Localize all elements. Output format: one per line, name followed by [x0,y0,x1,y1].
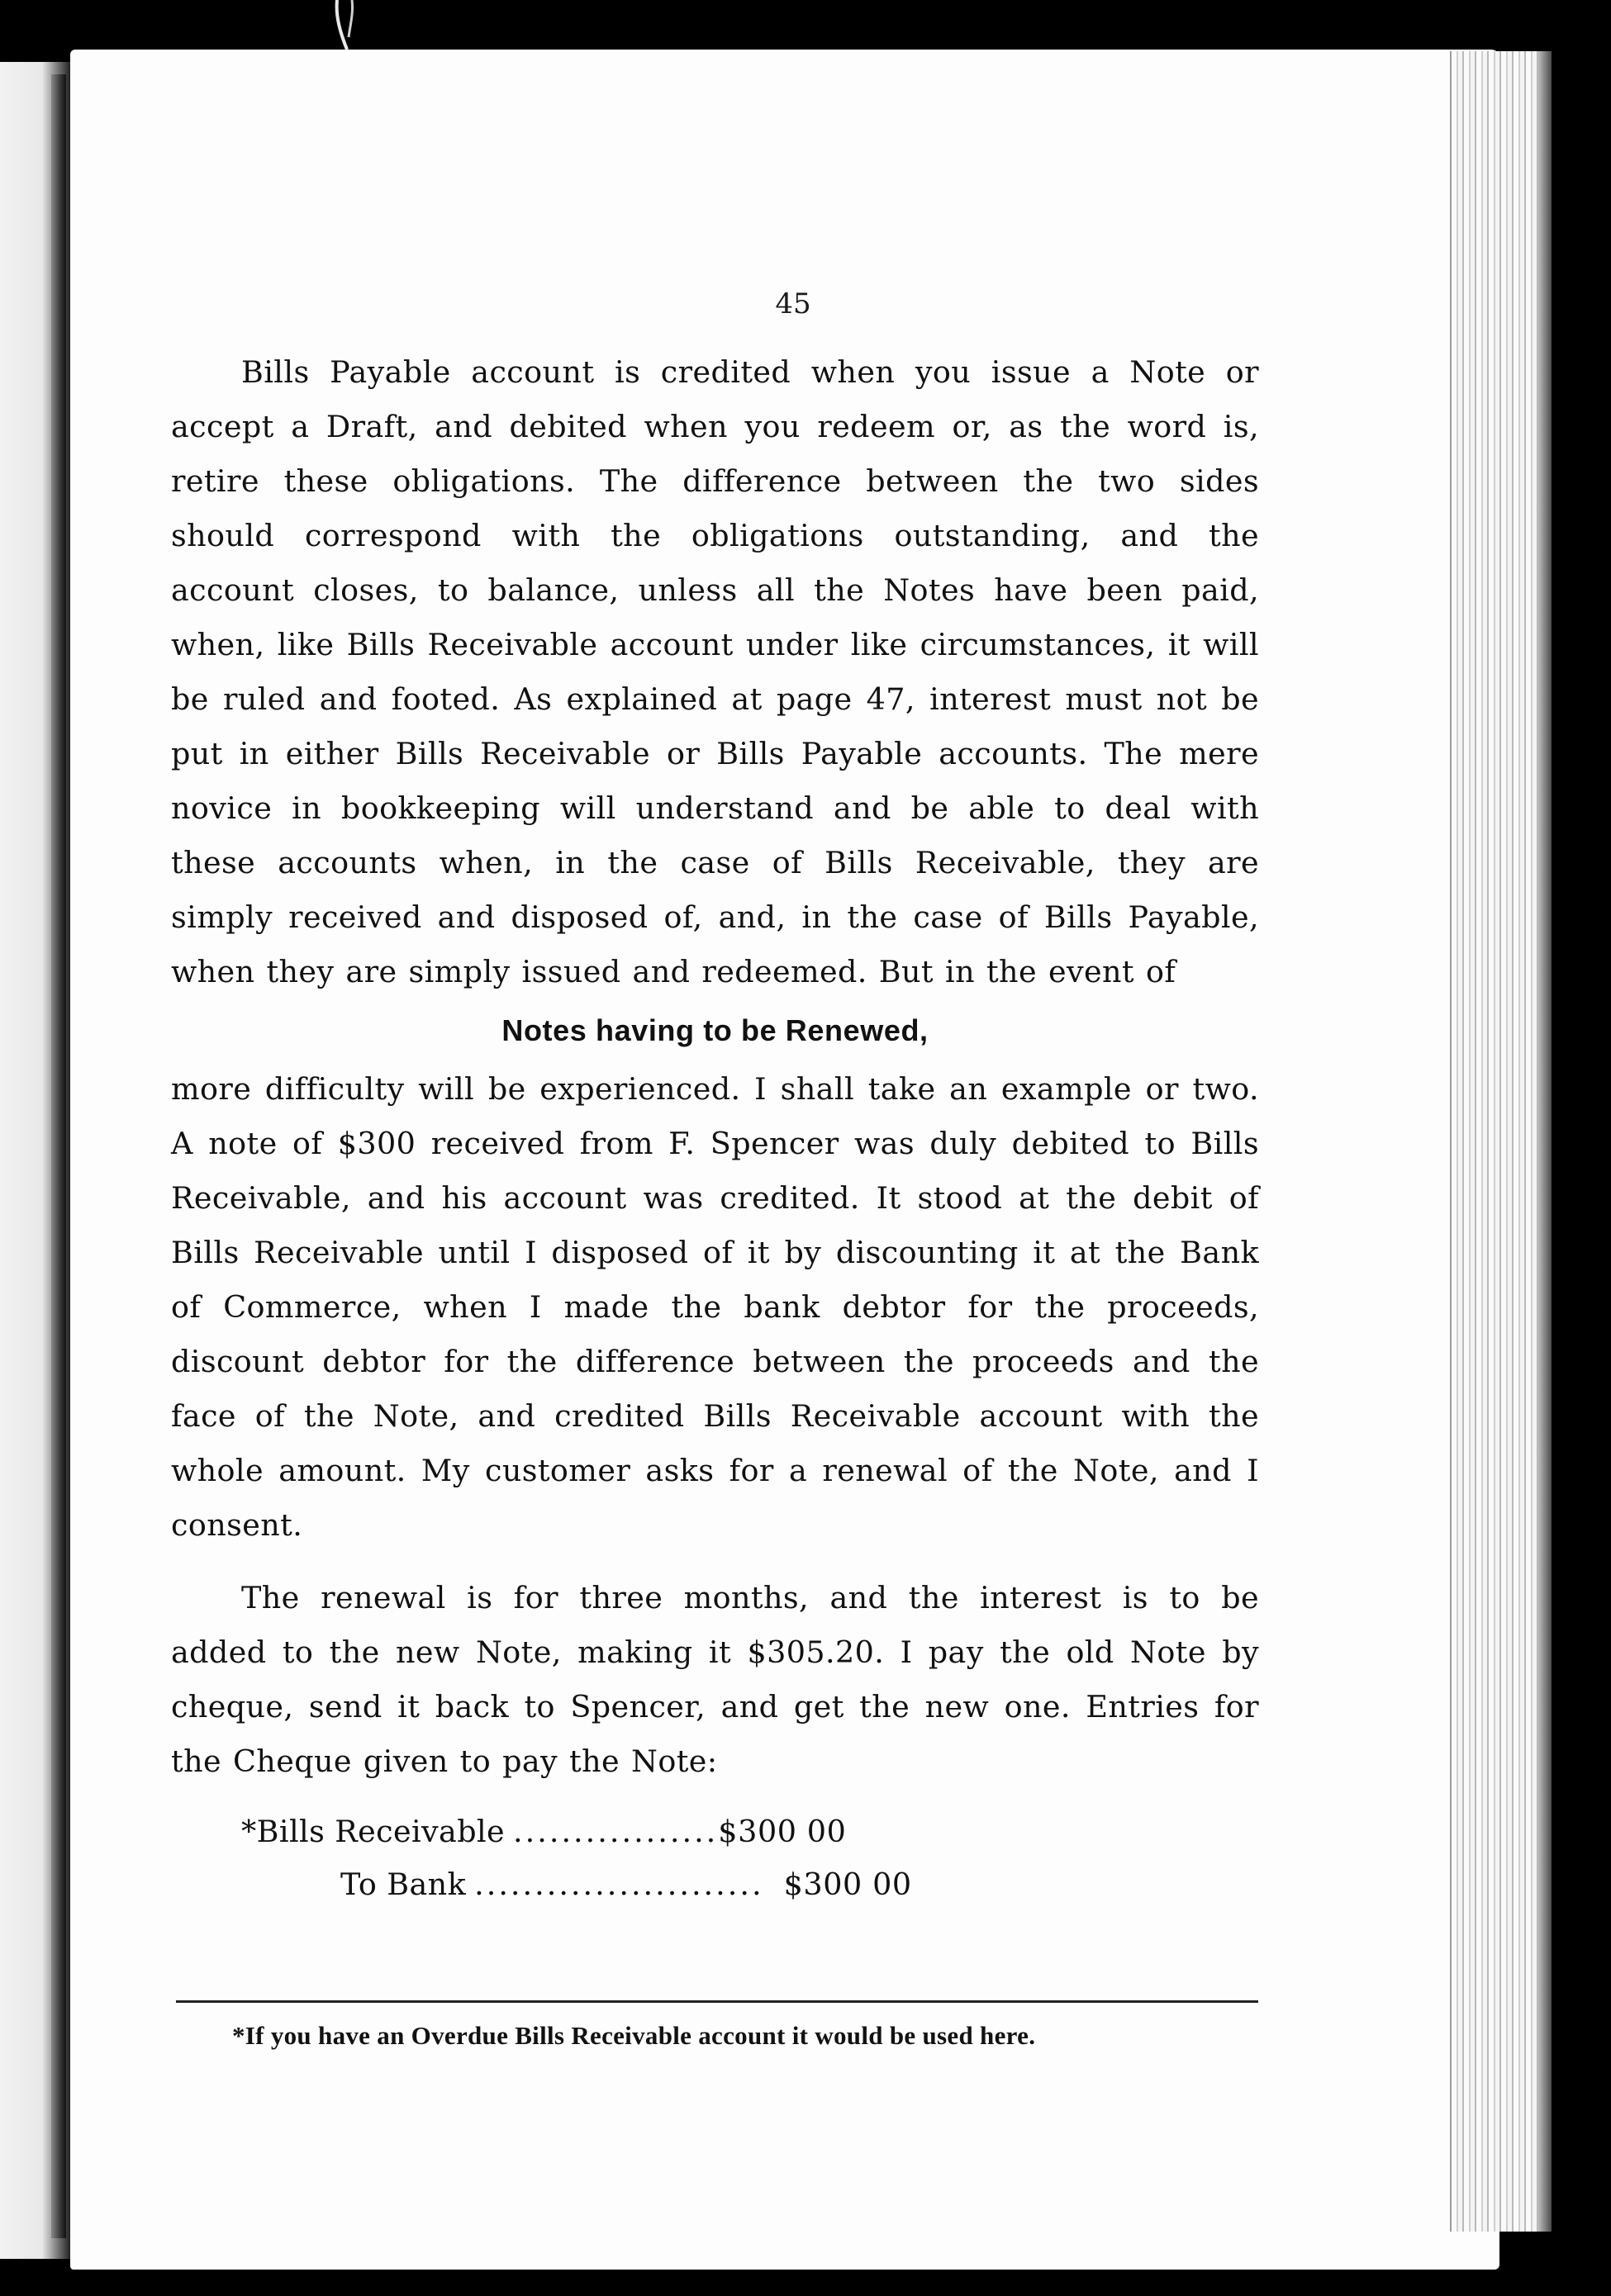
book-page [70,50,1499,2270]
entry-amount: $300 00 [718,1814,847,1849]
journal-entries [171,1805,1259,1911]
entry-amount: $300 00 [783,1867,912,1902]
paragraph-renewal-example: more difficulty will be experienced. I shall take an example or two. A note of $300 received from F. Spencer was duly debited to Bills Receivable, and his account was credited. It stood at the debit of Bills Receivable until I disposed of it by discounting it at the Bank of Commerce, when I made the bank debtor for the proceeds, discount debtor for the difference between the proceeds and the face of the Note, and credited Bills Receivable account with the whole amount. My customer asks for a renewal of the Note, and I consent. [171,1071,1259,1543]
paragraph-bills-payable: Bills Payable account is credited when you issue a Note or accept a Draft, and debited when you redeem or, as the word is, retire these obligations. The difference between the two sides should correspond with the obligations outstanding, and the account closes, to balance, unless all the Notes have been paid, when, like Bills Receivable account under like circumstances, it will be ruled and footed. As explained at page 47, interest must not be put in either Bills Receivable or Bills Payable accounts. The mere novice in bookkeeping will understand and be able to deal with these accounts when, in the case of Bills Receivable, they are simply received and disposed of, and, in the case of Bills Payable, when they are simply issued and redeemed. But in the event of [171,354,1259,989]
section-heading: Notes having to be Renewed, [501,1013,929,1047]
book-binding-shadow [51,74,66,2238]
journal-entry-credit [171,1858,1259,1911]
paragraph-renewal-terms: The renewal is for three months, and the interest is to be added to the new Note, making it $305.20. I pay the old Note by cheque, send it back to Spencer, and get the new one. Entries for the Cheque given to pay the Note: [171,1580,1259,1779]
page-number: 45 [775,287,811,320]
entry-leader-dots: ........................ [474,1867,764,1902]
entry-leader-dots: ................. [513,1814,719,1849]
page-body [171,345,1259,1911]
entry-account: To Bank [340,1867,467,1902]
entry-account: *Bills Receivable [241,1814,506,1849]
footnote-divider [176,2000,1258,2003]
stacked-page-edges [1450,51,1551,2232]
footnote: *If you have an Overdue Bills Receivable account it would be used here. [232,2021,1036,2050]
page-edge-shadow [1538,51,1552,2232]
journal-entry-debit [171,1805,1259,1858]
